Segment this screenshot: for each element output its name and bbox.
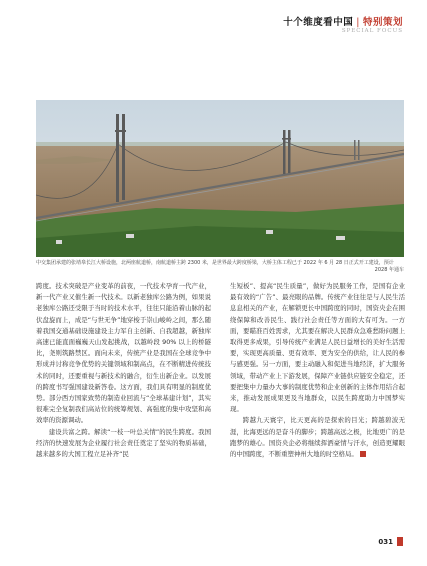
paragraph-last [230, 415, 405, 460]
page-number: 031 [378, 538, 393, 546]
header-subtitle: SPECIAL FOCUS [341, 28, 403, 34]
page-number-bar [397, 537, 403, 546]
photo-caption-line1: 中交集团承建的张靖皋长江大桥设施，北两座航道桥，南航道桥主跨 2300 米，是世界最大跨度桥梁，大桥主体工程已于 2022 年 6 月 28 日正式开工建设，预计 [36, 260, 394, 266]
header-main-title: 十个维度看中国 [283, 17, 354, 28]
paragraph: 生短板”、提高“民生质量”，做好为民服务工作，是国有企业最有效的“广告”、最亮眼的品牌。传统产业往往是与人民生活息息相关的产业，在解锁更长中国跨度的同时，国资央企在围绕保障和改善民生、践行社会责任等方面的大有可为。一方面，要瞄准百姓需求，尤其要在解决人民群众急难愁盼问题上取得更多成果，引导传统产业满足人民日益增长的美好生活需要，实现更高质量、更有效率、更为安全的供给，让人民的参与感更强。另一方面，要主动融入和促进当地经济，扩大服务领域，带动产业上下游发展，保障产业链供应链安全稳定，还要把集中力量办大事的制度优势和企业创新的主体作用结合起来，推动发展成果更及当地群众，以民生跨度助力中国梦实现。 [230, 282, 405, 414]
article-column-left [36, 281, 211, 460]
paragraph: 建设共富之跨。解读“一枝一叶总关情”的民生跨度。我国经济的快速发展为企业履行社会责任奠定了坚实的物质基础，越来越多的大国工程立足补齐“民 [36, 427, 211, 459]
paragraph: 跨度。技术突破是产业变革的前夜，一代技术孕育一代产业，新一代产业又催生新一代技术。以新老独库公路为例，如果说老独库公路还受限于当时的技术水平，往往只能沿着山脉的起伏盘旋而上，成是“与世无争”地穿梭于崇山峻岭之间，那么随着我国交通基础设施建设主力军自主创新、自我超越，新独库高速已能直面巍巍天山发起挑战，以越岭段 90% 以上的桥隧比，尧则筑路禁区。面向未来，传统产业是我国在全球竞争中形成并讨称竞争优势的关键领域和制高点，在不断精进传统技术的同时，还要重视与新技术的融合，衍生出新企业。以发展的跨度书写强国建设新答卷。这方面，我们具有明显的制度优势。部分西方国家致势的制造业回流与“全球基建计划”，其实很难完全复制我们高站位的统筹规划、高强度的集中攻坚和高效率的资源调动。 [36, 282, 211, 425]
bridge-photo [36, 100, 404, 257]
paragraph-text: 跨越九天寰宇，比天更高的是探索的目光；跨越碧波无涯，比海更远的是奋斗的脚步；跨越高远之极，比地更广的是跑梦的雄心。国资央企必将继续挥洒豪情与汗水，创造更耀眼的中国跨度，不断重塑神州大地的时空格局。 [230, 416, 405, 459]
photo-caption-line2: 2028 年通车 [374, 267, 404, 274]
header-section: 特别策划 [362, 17, 403, 28]
end-mark-icon [360, 451, 366, 457]
bridge-illustration [36, 100, 404, 257]
article-column-right [230, 281, 405, 460]
header-separator: | [356, 17, 360, 28]
header-title [283, 14, 403, 28]
photo-caption [36, 260, 404, 275]
